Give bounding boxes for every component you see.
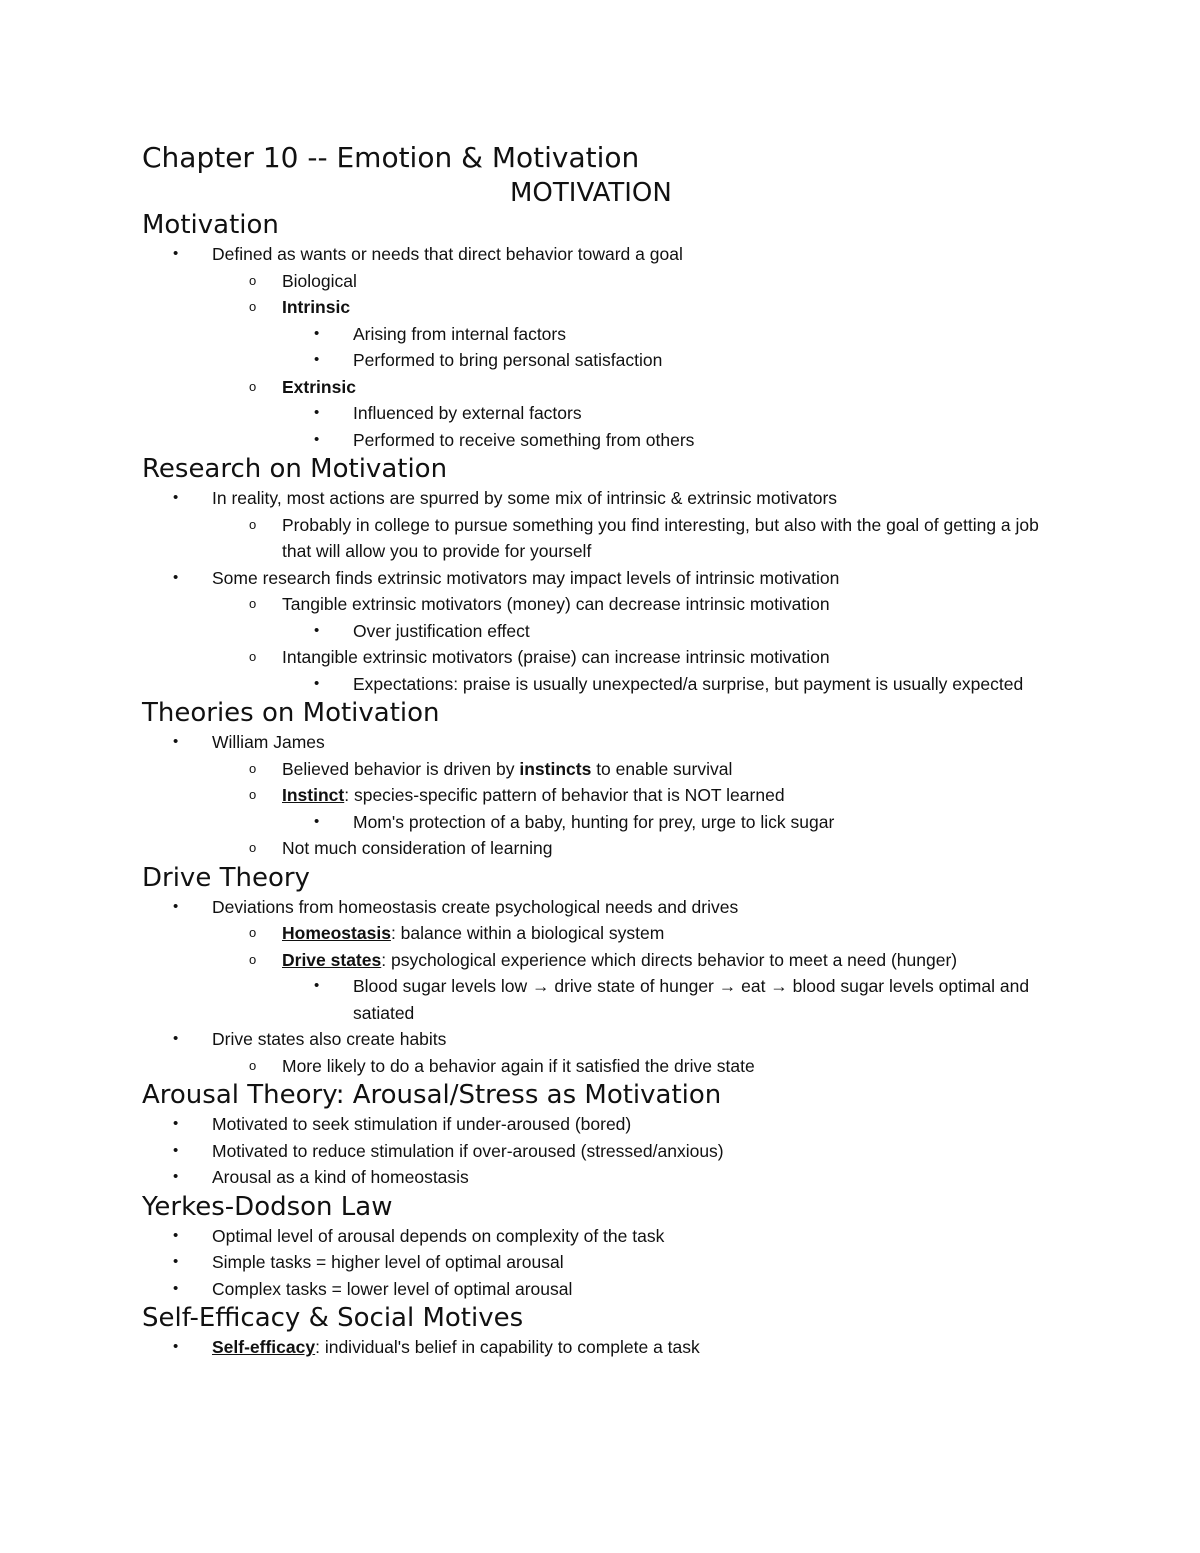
circle-marker: o [249,596,257,611]
list-item: • Arousal as a kind of homeostasis [142,1164,1062,1191]
list-item: • Performed to bring personal satisfaction [142,347,1062,374]
bullet-marker: • [173,1141,179,1159]
term-instinct: Instinct [282,785,345,805]
section-heading-self-efficacy: Self-Efficacy & Social Motives [142,1303,524,1333]
circle-marker: o [249,1057,257,1073]
list-item: • In reality, most actions are spurred by some mix of intrinsic & extrinsic motivators [142,485,1062,512]
list-item: o Drive states: psychological experience which directs behavior to meet a need (hunger) [142,947,1062,974]
bullet-marker: • [173,1115,179,1132]
list-item: • Arising from internal factors [142,321,1062,348]
bullet-marker: • [173,733,179,750]
document-subtitle: MOTIVATION [510,178,672,208]
bullet-marker: • [173,897,179,915]
bullet-marker: • [173,1279,179,1297]
list-item: • Over justification effect [142,618,1062,645]
list-item: • Motivated to reduce stimulation if over-aroused (stressed/anxious) [142,1138,1062,1165]
list-item: • Complex tasks = lower level of optimal arousal [142,1276,1062,1303]
list-item: o Biological [142,268,1062,295]
term-homeostasis: Homeostasis [282,923,391,943]
list-item: o Believed behavior is driven by instincts to enable survival [142,756,1062,783]
bullet-marker: • [173,1338,179,1355]
list-item: • Simple tasks = higher level of optimal arousal [142,1249,1062,1276]
document-title: Chapter 10 -- Emotion & Motivation [142,141,640,174]
document-body [142,209,1062,1361]
list-item: o Not much consideration of learning [142,835,1062,862]
circle-marker: o [249,840,257,855]
list-item: o Intangible extrinsic motivators (praise) can increase intrinsic motivation [142,644,1062,671]
list-item: o Instinct: species-specific pattern of behavior that is NOT learned [142,782,1062,809]
circle-marker: o [249,299,257,314]
list-item: • William James [142,729,1062,756]
list-item: • Mom's protection of a baby, hunting for prey, urge to lick sugar [142,809,1062,836]
circle-marker: o [249,760,257,776]
circle-marker: o [249,925,257,940]
list-item: • Defined as wants or needs that direct behavior toward a goal [142,241,1062,268]
list-item: o Tangible extrinsic motivators (money) can decrease intrinsic motivation [142,591,1062,618]
list-item: • Motivated to seek stimulation if under-aroused (bored) [142,1111,1062,1138]
list-item: o More likely to do a behavior again if it satisfied the drive state [142,1053,1062,1080]
bullet-marker: • [314,430,320,448]
section-heading-drive: Drive Theory [142,862,310,893]
circle-marker: o [249,787,257,802]
bullet-marker: • [314,324,320,342]
bullet-marker: • [173,245,179,262]
term-self-efficacy: Self-efficacy [212,1337,316,1357]
bullet-marker: • [173,1226,179,1244]
list-item: o Intrinsic [142,294,1062,321]
bullet-marker: • [314,621,320,639]
list-item: o Homeostasis: balance within a biological system [142,920,1062,947]
term-drive-states: Drive states [282,949,382,970]
bullet-marker: • [314,674,320,692]
section-heading-research: Research on Motivation [142,454,448,484]
list-item: • Optimal level of arousal depends on complexity of the task [142,1223,1062,1250]
list-item: • Blood sugar levels low → drive state of hunger → eat → blood sugar levels optimal and satiated [142,973,1062,1026]
list-item: • Expectations: praise is usually unexpected/a surprise, but payment is usually expected [142,671,1062,698]
bullet-marker: • [314,404,320,421]
bullet-marker: • [314,351,320,368]
list-item: • Drive states also create habits [142,1026,1062,1053]
bullet-marker: • [173,1168,179,1185]
section-heading-theories: Theories on Motivation [142,698,440,728]
list-item: o Extrinsic [142,374,1062,401]
bullet-marker: • [173,568,179,586]
bullet-marker: • [314,812,320,830]
circle-marker: o [249,649,257,664]
section-heading-arousal: Arousal Theory: Arousal/Stress as Motivation [142,1080,722,1110]
section-heading-motivation: Motivation [142,210,279,240]
list-item: • Influenced by external factors [142,400,1062,427]
section-heading-yerkes-dodson: Yerkes-Dodson Law [142,1191,393,1222]
list-item: o Probably in college to pursue something you find interesting, but also with the goal of getting a job that will allow you to provide for yourself [142,512,1062,565]
list-item: • Self-efficacy: individual's belief in capability to complete a task [142,1334,1062,1361]
bullet-marker: • [314,977,320,994]
list-item: • Some research finds extrinsic motivators may impact levels of intrinsic motivation [142,565,1062,592]
bullet-marker: • [173,1253,179,1270]
list-item: • Performed to receive something from others [142,427,1062,454]
circle-marker: o [249,378,257,394]
circle-marker: o [249,951,257,967]
bullet-marker: • [173,489,179,506]
circle-marker: o [249,272,257,288]
circle-marker: o [249,516,257,532]
bullet-marker: • [173,1030,179,1047]
list-item: • Deviations from homeostasis create psychological needs and drives [142,894,1062,921]
